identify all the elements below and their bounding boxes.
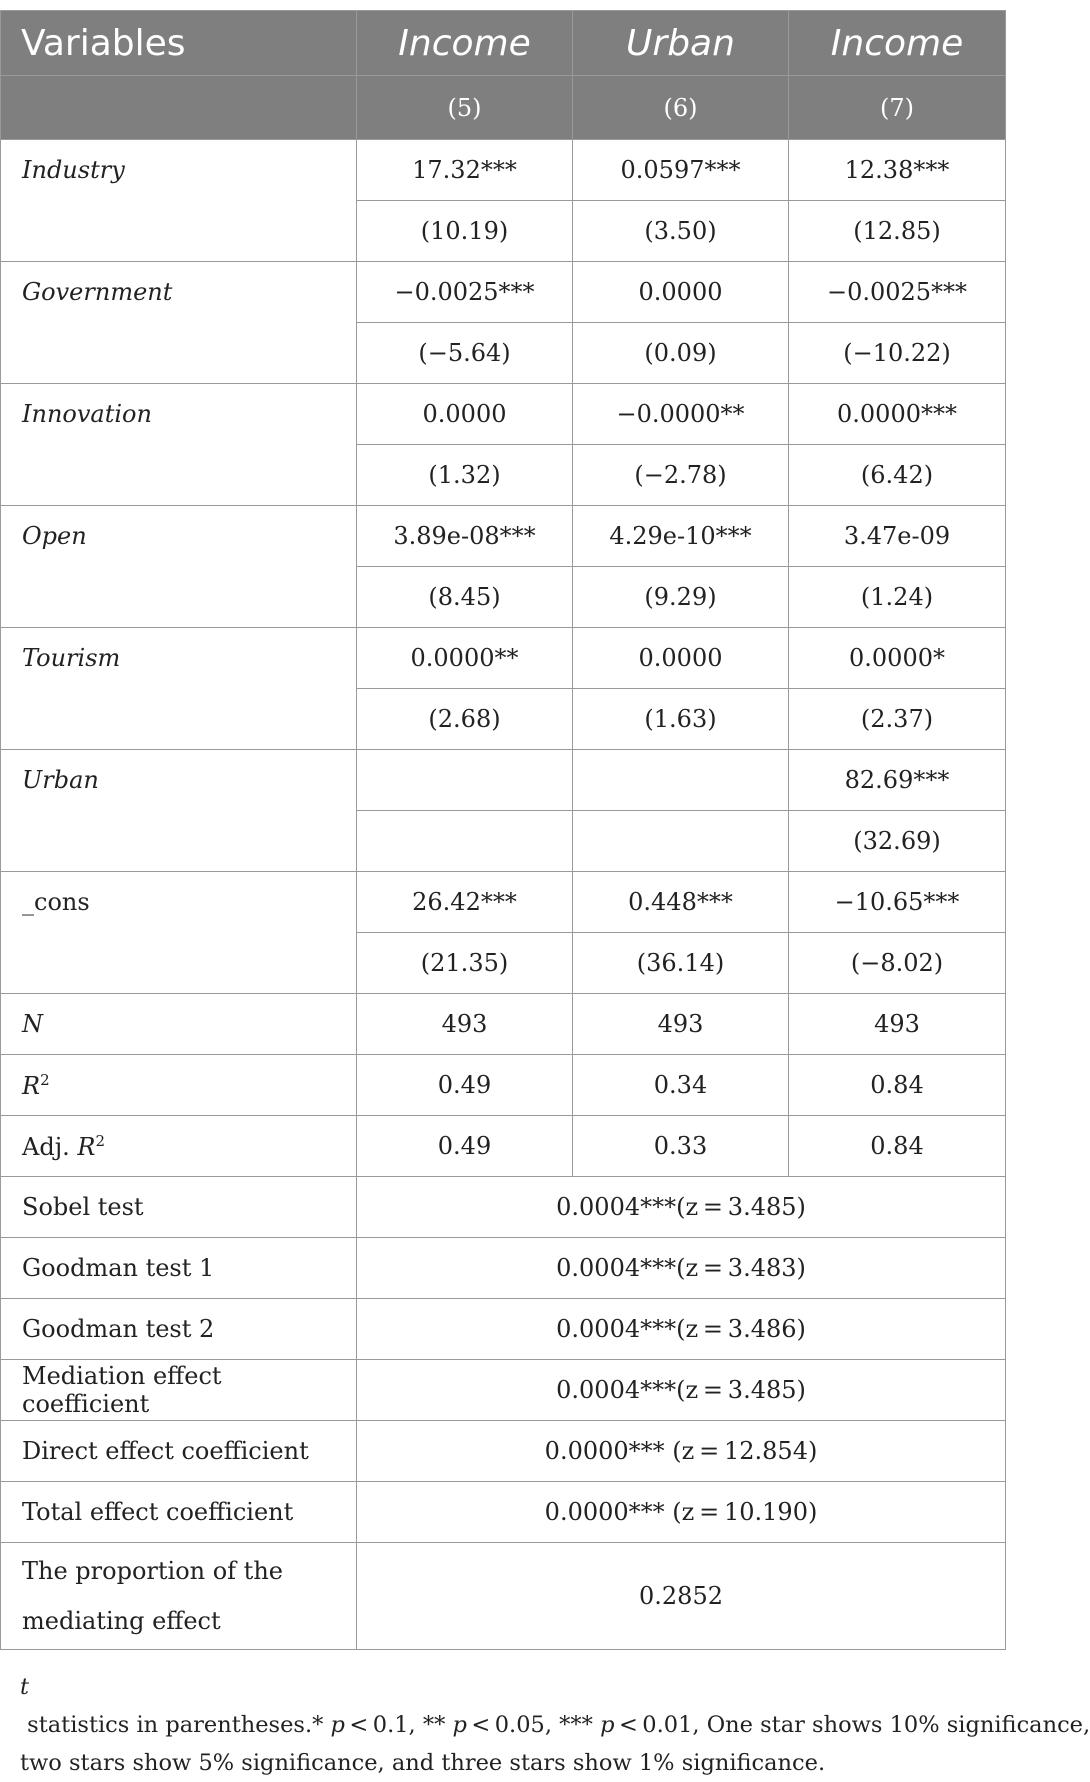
header-row — [1, 11, 1006, 76]
r2-superscript: 2 — [40, 1070, 50, 1089]
table-row — [1, 506, 1006, 567]
coef-cell: −0.0000** — [573, 384, 789, 445]
n-label: N — [1, 994, 357, 1055]
variables-header: Variables — [1, 11, 357, 76]
coef-cell: 4.29e-10*** — [573, 506, 789, 567]
row-label: Industry — [1, 140, 357, 262]
table-footnote — [20, 1668, 1090, 1782]
footnote-line-2: two stars show 5% significance, and three stars show 1% significance. — [20, 1750, 826, 1776]
tstat-cell: (1.32) — [357, 445, 573, 506]
blank-header — [1, 76, 357, 140]
tstat-cell: (9.29) — [573, 567, 789, 628]
coef-cell: −0.0025*** — [357, 262, 573, 323]
coef-cell — [357, 750, 573, 811]
footnote-p3: p — [600, 1712, 615, 1738]
coef-cell: 17.32*** — [357, 140, 573, 201]
tstat-cell: (10.19) — [357, 201, 573, 262]
adj-r2-letter: R — [77, 1132, 96, 1161]
table-row — [1, 1482, 1006, 1543]
r2-letter: R — [22, 1071, 41, 1100]
proportion-label — [1, 1543, 357, 1650]
adj-prefix: Adj. — [22, 1132, 78, 1161]
tstat-cell: (2.68) — [357, 689, 573, 750]
table-row — [1, 1238, 1006, 1299]
coef-cell: 26.42*** — [357, 872, 573, 933]
tstat-cell: (3.50) — [573, 201, 789, 262]
stat-cell: 0.33 — [573, 1116, 789, 1177]
footnote-text-3: < 0.05, *** — [466, 1712, 601, 1738]
table-row — [1, 140, 1006, 201]
model-7-number: (7) — [789, 76, 1006, 140]
model-number-row — [1, 76, 1006, 140]
footnote-text-1: statistics in parentheses.* — [20, 1712, 331, 1738]
tstat-cell: (1.24) — [789, 567, 1006, 628]
adj-r2-superscript: 2 — [95, 1131, 106, 1150]
proportion-value: 0.2852 — [357, 1543, 1006, 1650]
test-label: Goodman test 1 — [1, 1238, 357, 1299]
test-label: Goodman test 2 — [1, 1299, 357, 1360]
tstat-cell: (2.37) — [789, 689, 1006, 750]
stat-cell: 493 — [573, 994, 789, 1055]
tstat-cell — [573, 811, 789, 872]
coef-cell: 0.0000 — [573, 628, 789, 689]
r2-label — [1, 1055, 357, 1116]
test-label: Direct effect coefficient — [1, 1421, 357, 1482]
tstat-cell: (6.42) — [789, 445, 1006, 506]
row-label: Urban — [1, 750, 357, 872]
model-5-number: (5) — [357, 76, 573, 140]
stat-cell: 0.84 — [789, 1055, 1006, 1116]
row-label: Innovation — [1, 384, 357, 506]
tstat-cell: (36.14) — [573, 933, 789, 994]
tstat-cell: (32.69) — [789, 811, 1006, 872]
model-6-header: Urban — [573, 11, 789, 76]
table-row — [1, 1116, 1006, 1177]
test-value: 0.0004***(z = 3.485) — [357, 1360, 1006, 1421]
test-value: 0.0000*** (z = 10.190) — [357, 1482, 1006, 1543]
stat-cell: 0.49 — [357, 1116, 573, 1177]
coef-cell: −10.65*** — [789, 872, 1006, 933]
table-row — [1, 628, 1006, 689]
footnote-text-4: < 0.01, One star shows 10% significance, — [614, 1712, 1090, 1738]
table-row — [1, 872, 1006, 933]
coef-cell: 0.0000 — [357, 384, 573, 445]
coef-cell: 0.0000** — [357, 628, 573, 689]
coef-cell: 0.0597*** — [573, 140, 789, 201]
tstat-cell: (1.63) — [573, 689, 789, 750]
footnote-t: t — [20, 1674, 30, 1700]
model-7-header: Income — [789, 11, 1006, 76]
table-row — [1, 384, 1006, 445]
adj-r2-label — [1, 1116, 357, 1177]
table-row — [1, 1421, 1006, 1482]
test-value: 0.0004***(z = 3.485) — [357, 1177, 1006, 1238]
row-label: Government — [1, 262, 357, 384]
proportion-label-line1: The proportion of the — [22, 1557, 283, 1585]
tstat-cell: (−2.78) — [573, 445, 789, 506]
coef-cell — [573, 750, 789, 811]
test-value: 0.0004***(z = 3.483) — [357, 1238, 1006, 1299]
stat-cell: 493 — [789, 994, 1006, 1055]
model-6-number: (6) — [573, 76, 789, 140]
coef-cell: 3.47e-09 — [789, 506, 1006, 567]
test-value: 0.0004***(z = 3.486) — [357, 1299, 1006, 1360]
table-row — [1, 750, 1006, 811]
row-label: _cons — [1, 872, 357, 994]
coef-cell: −0.0025*** — [789, 262, 1006, 323]
coef-cell: 0.448*** — [573, 872, 789, 933]
footnote-p1: p — [330, 1712, 345, 1738]
stat-cell: 0.34 — [573, 1055, 789, 1116]
table-row — [1, 1360, 1006, 1421]
test-label: Total effect coefficient — [1, 1482, 357, 1543]
test-label: Mediation effect coefficient — [1, 1360, 357, 1421]
footnote-p2: p — [452, 1712, 467, 1738]
coef-cell: 3.89e-08*** — [357, 506, 573, 567]
model-5-header: Income — [357, 11, 573, 76]
table-row — [1, 1543, 1006, 1650]
coef-cell: 0.0000*** — [789, 384, 1006, 445]
table-row — [1, 262, 1006, 323]
table-row — [1, 1055, 1006, 1116]
table-row — [1, 1299, 1006, 1360]
tstat-cell — [357, 811, 573, 872]
tstat-cell: (−10.22) — [789, 323, 1006, 384]
tstat-cell: (−5.64) — [357, 323, 573, 384]
coef-cell: 12.38*** — [789, 140, 1006, 201]
tstat-cell: (−8.02) — [789, 933, 1006, 994]
table-row — [1, 994, 1006, 1055]
coef-cell: 82.69*** — [789, 750, 1006, 811]
test-label: Sobel test — [1, 1177, 357, 1238]
tstat-cell: (0.09) — [573, 323, 789, 384]
stat-cell: 493 — [357, 994, 573, 1055]
row-label: Tourism — [1, 628, 357, 750]
tstat-cell: (12.85) — [789, 201, 1006, 262]
results-table — [0, 10, 1006, 1650]
test-value: 0.0000*** (z = 12.854) — [357, 1421, 1006, 1482]
proportion-label-line2: mediating effect — [22, 1607, 221, 1635]
table-row — [1, 1177, 1006, 1238]
tstat-cell: (21.35) — [357, 933, 573, 994]
footnote-text-2: < 0.1, ** — [344, 1712, 453, 1738]
stat-cell: 0.49 — [357, 1055, 573, 1116]
row-label: Open — [1, 506, 357, 628]
stat-cell: 0.84 — [789, 1116, 1006, 1177]
coef-cell: 0.0000 — [573, 262, 789, 323]
coef-cell: 0.0000* — [789, 628, 1006, 689]
tstat-cell: (8.45) — [357, 567, 573, 628]
